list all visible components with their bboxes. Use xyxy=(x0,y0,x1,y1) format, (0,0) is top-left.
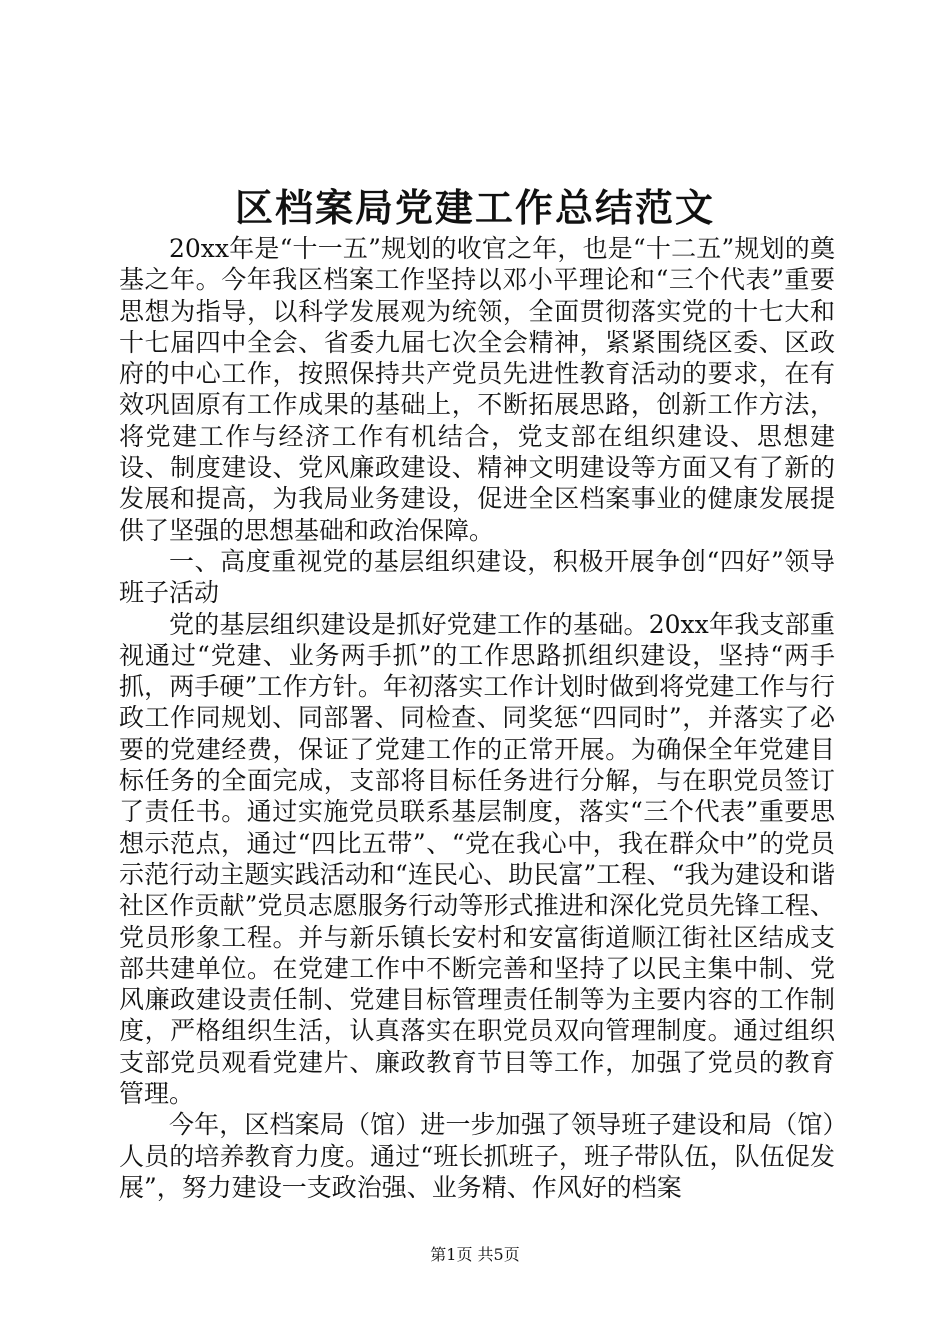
section-heading: 一、高度重视党的基层组织建设，积极开展争创“四好”领导班子活动 xyxy=(119,546,835,608)
document-title: 区档案局党建工作总结范文 xyxy=(234,185,715,230)
document-body xyxy=(119,233,835,1203)
paragraph-organization: 党的基层组织建设是抓好党建工作的基础。20xx年我支部重视通过“党建、业务两手抓”的工作思路抓组织建设，坚持“两手抓，两手硬”工作方针。年初落实工作计划时做到将党建工作与行政工作同规划、同部署、同检查、同奖惩“四同时”，并落实了必要的党建经费，保证了党建工作的正常开展。为确保全年党建目标任务的全面完成，支部将目标任务进行分解，与在职党员签订了责任书。通过实施党员联系基层制度，落实“三个代表”重要思想示范点，通过“四比五带”、“党在我心中，我在群众中”的党员示范行动主题实践活动和“连民心、助民富”工程、“我为建设和谐社区作贡献”党员志愿服务行动等形式推进和深化党员先锋工程、党员形象工程。并与新乐镇长安村和安富街道顺江街社区结成支部共建单位。在党建工作中不断完善和坚持了以民主集中制、党风廉政建设责任制、党建目标管理责任制等为主要内容的工作制度，严格组织生活，认真落实在职党员双向管理制度。通过组织支部党员观看党建片、廉政教育节目等工作，加强了党员的教育管理。 xyxy=(119,609,835,1109)
page-number: 第1页 共5页 xyxy=(430,1245,520,1264)
paragraph-leadership: 今年，区档案局（馆）进一步加强了领导班子建设和局（馆）人员的培养教育力度。通过“班长抓班子，班子带队伍，队伍促发展”，努力建设一支政治强、业务精、作风好的档案 xyxy=(119,1110,835,1202)
paragraph-intro: 20xx年是“十一五”规划的收官之年，也是“十二五”规划的奠基之年。今年我区档案工作坚持以邓小平理论和“三个代表”重要思想为指导，以科学发展观为统领，全面贯彻落实党的十七大和十七届四中全会、省委九届七次全会精神，紧紧围绕区委、区政府的中心工作，按照保持共产党员先进性教育活动的要求，在有效巩固原有工作成果的基础上，不断拓展思路，创新工作方法，将党建工作与经济工作有机结合，党支部在组织建设、思想建设、制度建设、党风廉政建设、精神文明建设等方面又有了新的发展和提高，为我局业务建设，促进全区档案事业的健康发展提供了坚强的思想基础和政治保障。 xyxy=(119,234,835,545)
